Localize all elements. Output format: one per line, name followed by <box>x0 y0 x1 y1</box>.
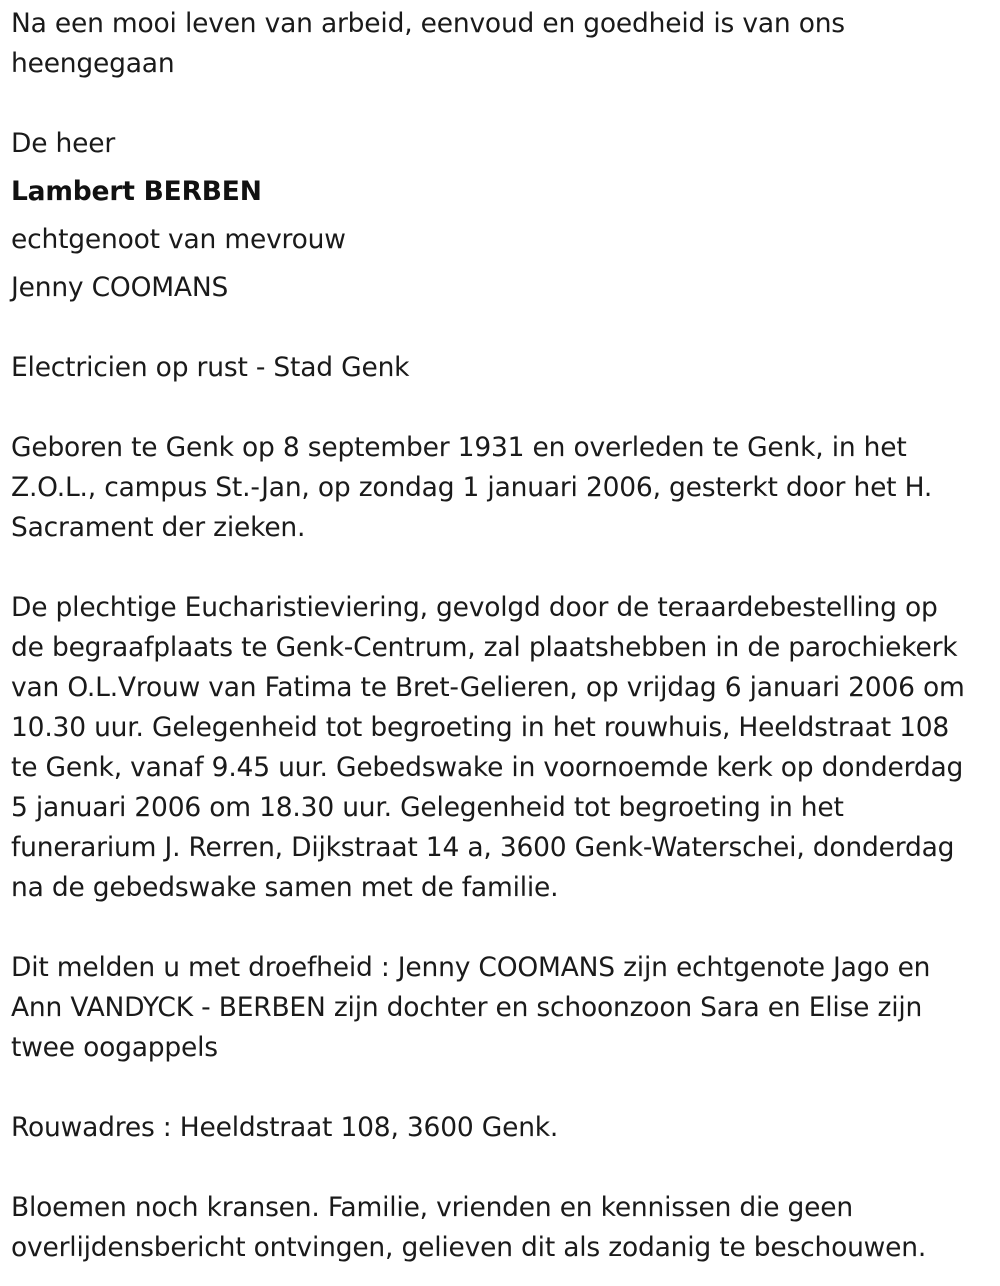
intro-paragraph <box>11 4 991 84</box>
text-line: Geboren te Genk op 8 september 1931 en overleden te Genk, in het <box>11 432 907 463</box>
text-line: Sacrament der zieken. <box>11 512 306 543</box>
spouse-name: Jenny COOMANS <box>11 272 229 303</box>
relation-text: echtgenoot van mevrouw <box>11 224 346 255</box>
line-spacer <box>11 212 991 220</box>
paragraph-spacer <box>11 308 991 348</box>
deceased-name: Lambert BERBEN <box>11 176 262 207</box>
text-line: Bloemen noch kransen. Familie, vrienden en kennissen die geen <box>11 1192 853 1223</box>
paragraph-spacer <box>11 1068 991 1108</box>
line-spacer <box>11 260 991 268</box>
announcement-paragraph <box>11 948 991 1068</box>
text-line: 10.30 uur. Gelegenheid tot begroeting in het rouwhuis, Heeldstraat 108 <box>11 712 950 743</box>
text-line: twee oogappels <box>11 1032 218 1063</box>
text-line: de begraafplaats te Genk-Centrum, zal plaatshebben in de parochiekerk <box>11 632 958 663</box>
salutation: De heer <box>11 128 116 159</box>
paragraph-spacer <box>11 908 991 948</box>
paragraph-spacer <box>11 84 991 124</box>
text-line: overlijdensbericht ontvingen, gelieven dit als zodanig te beschouwen. <box>11 1232 927 1263</box>
text-line: funerarium J. Rerren, Dijkstraat 14 a, 3600 Genk-Waterschei, donderdag <box>11 832 955 863</box>
text-line: te Genk, vanaf 9.45 uur. Gebedswake in voornoemde kerk op donderdag <box>11 752 964 783</box>
text-line: heengegaan <box>11 48 175 79</box>
ceremony-paragraph <box>11 588 991 908</box>
closing-paragraph <box>11 1188 991 1268</box>
occupation-text: Electricien op rust - Stad Genk <box>11 352 410 383</box>
text-line: 5 januari 2006 om 18.30 uur. Gelegenheid tot begroeting in het <box>11 792 844 823</box>
address-text: Rouwadres : Heeldstraat 108, 3600 Genk. <box>11 1112 559 1143</box>
text-line: De plechtige Eucharistieviering, gevolgd door de teraardebestelling op <box>11 592 938 623</box>
obituary-document <box>11 4 991 1268</box>
paragraph-spacer <box>11 1148 991 1188</box>
paragraph-spacer <box>11 388 991 428</box>
text-line: na de gebedswake samen met de familie. <box>11 872 559 903</box>
text-line: Z.O.L., campus St.-Jan, op zondag 1 januari 2006, gesterkt door het H. <box>11 472 933 503</box>
paragraph-spacer <box>11 548 991 588</box>
text-line: van O.L.Vrouw van Fatima te Bret-Gelieren, op vrijdag 6 januari 2006 om <box>11 672 965 703</box>
text-line: Na een mooi leven van arbeid, eenvoud en goedheid is van ons <box>11 8 845 39</box>
text-line: Dit melden u met droefheid : Jenny COOMANS zijn echtgenote Jago en <box>11 952 931 983</box>
line-spacer <box>11 164 991 172</box>
text-line: Ann VANDYCK - BERBEN zijn dochter en schoonzoon Sara en Elise zijn <box>11 992 923 1023</box>
birth-death-paragraph <box>11 428 991 548</box>
